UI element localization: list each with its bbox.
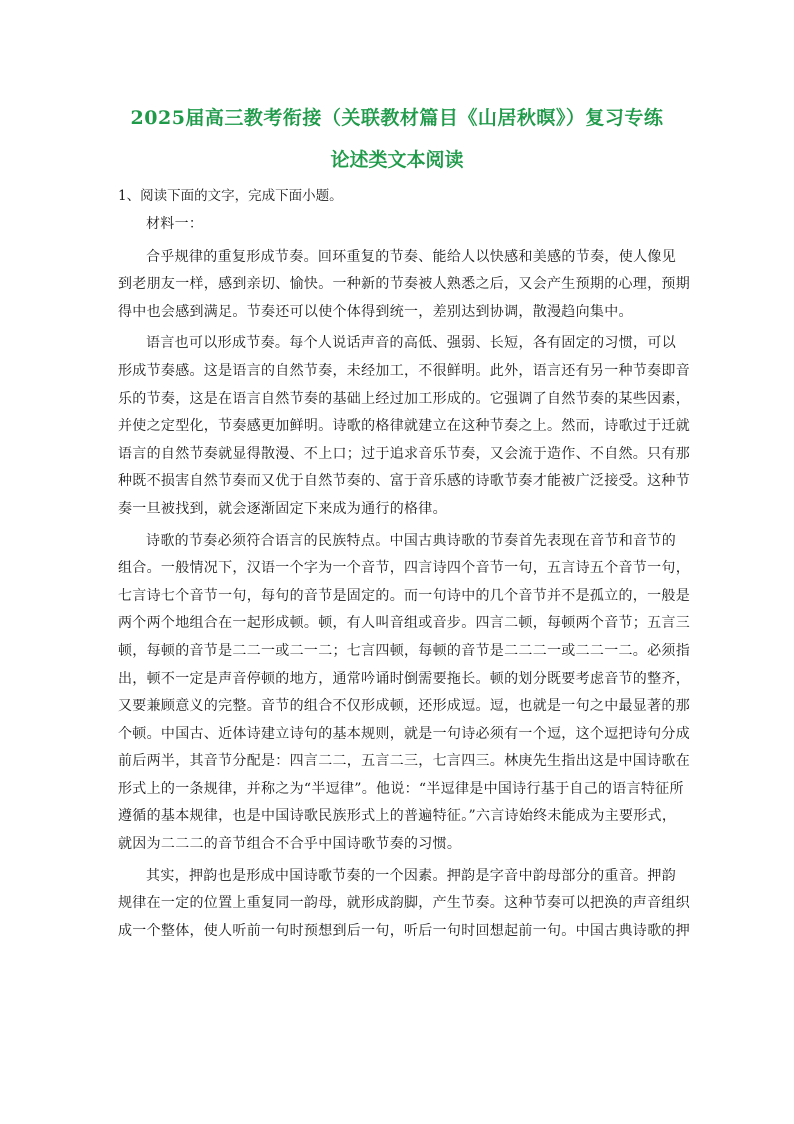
paragraph-line: 个顿。中国古、近体诗建立诗句的基本规则，就是一句诗必须有一个逗，这个逗把诗句分成: [118, 725, 690, 742]
paragraph: [118, 330, 690, 523]
paragraph-line: 奏一旦被找到，就会逐渐固定下来成为通行的格律。: [118, 500, 447, 517]
document-subtitle: 论述类文本阅读: [330, 149, 464, 171]
paragraph-line: 并使之定型化，节奏感更加鲜明。诗歌的格律就建立在这种节奏之上。然而，诗歌过于迁就: [118, 418, 690, 435]
document-title: 2025届高三教考衔接（关联教材篇目《山居秋暝》）复习专练: [130, 107, 664, 129]
paragraph-line: 种既不损害自然节奏而又优于自然节奏的、富于音乐感的诗歌节奏才能被广泛接受。这种节: [118, 473, 690, 490]
paragraph-line: 语言的自然节奏就显得散漫、不上口；过于追求音乐节奏，又会流于造作、不自然。只有那: [118, 445, 690, 462]
paragraph-line: 形式上的一条规律，并称之为“半逗律”。他说：“半逗律是中国诗行基于自己的语言特征所: [118, 780, 684, 797]
paragraph-line: 得中也会感到满足。节奏还可以使个体得到统一，差别达到协调，散漫趋向集中。: [118, 303, 633, 320]
paragraph-line: 语言也可以形成节奏。每个人说话声音的高低、强弱、长短，各有固定的习惯，可以: [146, 335, 676, 352]
paragraph-line: 顿，每顿的音节是二二一或二一二；七言四顿，每顿的音节是二二二一或二二一二。必须指: [118, 642, 690, 659]
paragraph-container: [118, 244, 690, 946]
paragraph-line: 七言诗七个音节一句，每句的音节是固定的。而一句诗中的几个音节并不是孤立的，一般是: [118, 587, 690, 604]
paragraph-line: 遵循的基本规律，也是中国诗歌民族形式上的普遍特征。”六言诗始终未能成为主要形式，: [118, 808, 677, 825]
paragraph-line: 其实，押韵也是形成中国诗歌节奏的一个因素。押韵是字音中韵母部分的重音。押韵: [146, 867, 676, 884]
paragraph: [118, 244, 690, 327]
paragraph-line: 诗歌的节奏必须符合语言的民族特点。中国古典诗歌的节奏首先表现在音节和音节的: [146, 532, 676, 549]
paragraph-line: 到老朋友一样，感到亲切、愉快。一种新的节奏被人熟悉之后，又会产生预期的心理，预期: [118, 276, 690, 293]
paragraph-line: 两个两个地组合在一起形成顿。顿，有人叫音组或音步。四言二顿，每顿两个音节；五言三: [118, 615, 690, 632]
material-label: 材料一：: [146, 216, 204, 232]
paragraph-line: 规律在一定的位置上重复同一韵母，就形成韵脚，产生节奏。这种节奏可以把涣的声音组织: [118, 895, 690, 912]
paragraph-line: 又要兼顾意义的完整。音节的组合不仅形成顿，还形成逗。逗，也就是一句之中最显著的那: [118, 698, 690, 715]
paragraph-line: 乐的节奏，这是在语言自然节奏的基础上经过加工形成的。它强调了自然节奏的某些因素，: [118, 390, 690, 407]
paragraph-line: 形成节奏感。这是语言的自然节奏，未经加工，不很鲜明。此外，语言还有另一种节奏即音: [118, 362, 690, 379]
paragraph-line: 合乎规律的重复形成节奏。回环重复的节奏、能给人以快感和美感的节奏，使人像见: [146, 248, 676, 265]
article-body: [118, 211, 690, 949]
paragraph-line: 出，顿不一定是声音停顿的地方，通常吟诵时倒需要拖长。顿的划分既要考虑音节的整齐，: [118, 670, 690, 687]
question-prompt: 1、阅读下面的文字，完成下面小题。: [118, 188, 343, 204]
paragraph: [118, 528, 690, 859]
paragraph-line: 前后两半，其音节分配是：四言二二，五言二三，七言四三。林庚先生指出这是中国诗歌在: [118, 753, 690, 770]
paragraph-line: 就因为二二二的音节组合不合乎中国诗歌节奏的习惯。: [118, 836, 462, 853]
paragraph: [118, 863, 690, 946]
paragraph-line: 组合。一般情况下，汉语一个字为一个音节，四言诗四个音节一句，五言诗五个音节一句，: [118, 560, 690, 577]
paragraph-line: 成一个整体，使人听前一句时预想到后一句，听后一句时回想起前一句。中国古典诗歌的押: [118, 922, 690, 939]
